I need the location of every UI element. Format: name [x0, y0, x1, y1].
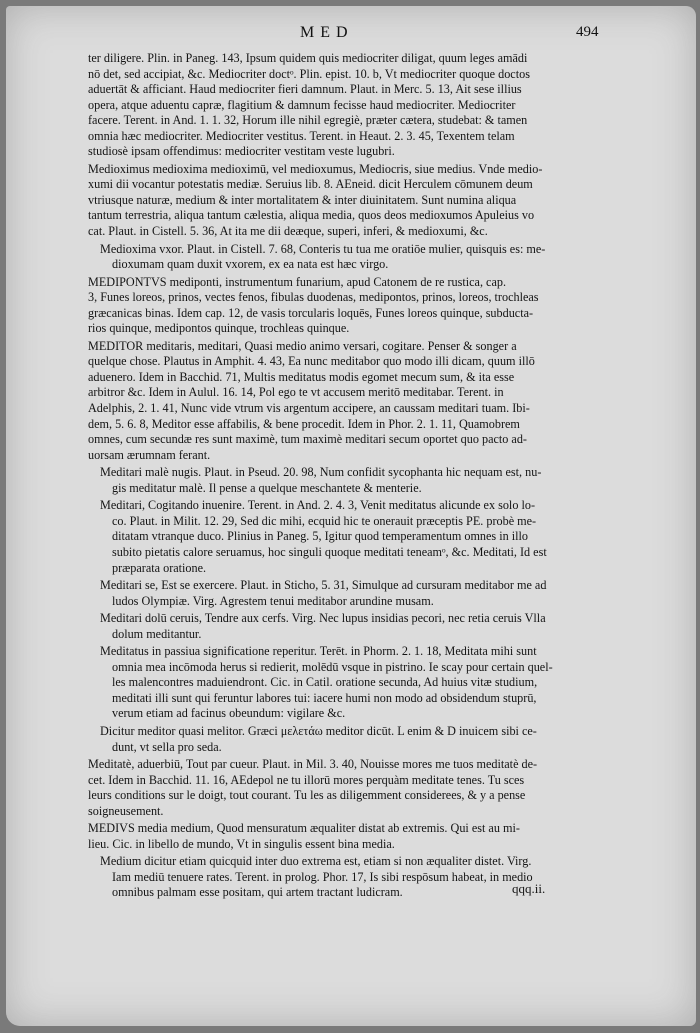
catchword: qqq.ii.: [512, 881, 546, 896]
dictionary-entry: [88, 51, 626, 160]
text-line: tantum terrestria, aliqua tantum cælestia, aliqua media, quos deos medioxumos Apuleius vo: [88, 208, 535, 223]
text-line: ter diligere. Plin. in Paneg. 143, Ipsum quidem quis mediocriter diligat, quum leges amādi: [88, 51, 528, 65]
text-line: meditati illi sunt qui feruntur labores tui: iacere humi non modo ad obsidendum stuprū,: [112, 690, 537, 705]
headword-entry: [88, 821, 626, 852]
text-line: arbitror &c. Idem in Aulul. 16. 14, Pol ego te vt accusem meritō meditabar. Terent. in: [88, 385, 504, 400]
dictionary-entry: [88, 465, 626, 496]
text-line: præparata oratione.: [112, 560, 207, 575]
dictionary-entry: [88, 644, 626, 722]
text-line: cat. Plaut. in Cistell. 5. 36, At ita me dii deæque, superi, inferi, & medioxumi, &c.: [88, 224, 488, 239]
text-line: ditatam vtranque duco. Plinius in Paneg. 5, Igitur quod temperamentum omnes in illo: [112, 529, 528, 544]
text-line: dolum meditantur.: [112, 626, 202, 641]
text-line: omnibus palmam esse positam, qui artem tractant ludicram.: [112, 885, 403, 900]
text-line: omnes, cum secundæ res sunt maximè, tum maximè meditari secum oportet quo pacto ad-: [88, 432, 527, 447]
text-line: Adelphis, 2. 1. 41, Nunc vide vtrum vis argentum accipere, an caussam meditari tuam. Ibi-: [88, 401, 530, 416]
text-line: opera, atque aduentu capræ, flagitium & damnum fecisse haud mediocriter. Mediocriter: [88, 97, 516, 112]
text-line: MEDIVS media medium, Quod mensuratum æqualiter distat ab extremis. Qui est au mi-: [88, 821, 520, 836]
text-line: dunt, vt sella pro seda.: [112, 739, 222, 754]
dictionary-text: [88, 49, 626, 901]
text-line: MEDITOR meditaris, meditari, Quasi medio animo versari, cogitare. Penser & songer a: [88, 338, 517, 353]
text-line: aduertāt & afficiant. Haud mediocriter fieri damnum. Plaut. in Merc. 5. 13, Ait sese illius: [88, 82, 522, 97]
text-line: cet. Idem in Bacchid. 11. 16, AEdepol ne tu illorū mores perquàm meditate tenes. Tu sces: [88, 772, 525, 787]
text-line: aduenero. Idem in Bacchid. 71, Multis meditatus modis egomet mecum sum, & ita esse: [88, 369, 515, 384]
headword-entry: [88, 339, 626, 463]
text-line: Dicitur meditor quasi melitor. Græci μελετάω meditor dicūt. L enim & D inuicem sibi ce-: [100, 723, 537, 738]
running-header: [0, 24, 700, 48]
text-line: quelque chose. Plautus in Amphit. 4. 43, Ea nunc meditabor quo modo illi dicam, quum illō: [88, 354, 535, 369]
dictionary-entry: [88, 724, 626, 755]
dictionary-entry: [88, 498, 626, 576]
text-line: 3, Funes loreos, prinos, vectes fenos, fibulas duodenas, medipontos, prinos, loreos, trochleas: [88, 290, 539, 305]
text-line: lieu. Cic. in libello de mundo, Vt in singulis essent bina media.: [88, 836, 395, 851]
text-line: MEDIPONTVS mediponti, instrumentum funarium, apud Catonem de re rustica, cap.: [88, 274, 507, 289]
text-line: ludos Olympiæ. Virg. Agrestem tenui meditabor arundine musam.: [112, 593, 434, 608]
text-line: studiosè ipsam offendimus: mediocriter vestitam veste lugubri.: [88, 144, 395, 159]
text-line: les malencontres maduiendront. Cic. in Catil. oratione secunda, Ad huius vitæ studium,: [112, 675, 538, 690]
text-line: uorsam ærumnam ferant.: [88, 447, 211, 462]
text-line: omnia hæc mediocriter. Mediocriter vestitus. Terent. in Heaut. 2. 3. 45, Texentem telam: [88, 128, 515, 143]
running-title: MED: [300, 24, 354, 41]
headword-entry: [88, 275, 626, 337]
text-line: leurs conditions sur le doigt, tout courant. Tu les as diligemment considerees, & y a pense: [88, 788, 526, 803]
text-line: verum etiam ad facinus obeundum: vigilare &c.: [112, 706, 346, 721]
text-line: omnia mea incōmoda herus si redierit, molēdū vsque in pistrino. Ie scay pour certain quel-: [112, 659, 553, 674]
text-line: dioxumam quam duxit vxorem, ex ea nata est hæc virgo.: [112, 257, 389, 272]
text-line: græcanicas binas. Idem cap. 12, de vasis torcularis loquēs, Funes loreos quinque, subducta-: [88, 305, 534, 320]
text-line: Medium dicitur etiam quicquid inter duo extrema est, etiam si non æqualiter distet. Virg.: [100, 854, 532, 869]
dictionary-entry: [88, 162, 626, 240]
text-line: Medioxima vxor. Plaut. in Cistell. 7. 68, Conteris tu tua me oratiōe mulier, quisquis es: me-: [100, 241, 546, 256]
text-line: dem, 5. 6. 8, Meditor esse affabilis, & bene procedit. Idem in Phor. 2. 1. 11, Quamobrem: [88, 416, 520, 431]
text-line: Meditari dolū ceruis, Tendre aux cerfs. Virg. Nec lupus insidias pecori, nec retia ceruis Vlla: [100, 611, 546, 626]
dictionary-entry: [88, 757, 626, 819]
text-line: Meditatus in passiua significatione reperitur. Terēt. in Phorm. 2. 1. 18, Meditata mihi sunt: [100, 644, 537, 659]
text-line: Meditari se, Est se exercere. Plaut. in Sticho, 5. 31, Simulque ad cursuram meditabor me ad: [100, 578, 547, 593]
dictionary-entry: [88, 578, 626, 609]
text-line: Iam mediū tenuere rates. Terent. in prolog. Phor. 17, Is sibi respōsum habeat, in medio: [112, 869, 533, 884]
dictionary-entry: [88, 611, 626, 642]
text-line: vtriusque naturæ, medium & inter mortalitatem & inter diuinitatem. Sunt numina aliqua: [88, 192, 517, 207]
text-line: subito pietatis calore seruamus, hoc singuli quoque meditati teneamᵒ, &c. Meditati, Id est: [112, 544, 547, 559]
text-line: nō det, sed accipiat, &c. Mediocriter doctᵒ. Plin. epist. 10. b, Vt mediocriter quoque doctos: [88, 66, 530, 81]
text-line: Medioximus medioxima medioximū, vel medioxumus, Mediocris, siue medius. Vnde medio-: [88, 161, 543, 176]
text-line: rios quinque, medipontos quinque, trochleas quinque.: [88, 321, 350, 336]
text-line: facere. Terent. in And. 1. 1. 32, Horum ille nihil egregiè, præter cætera, studebat: & tamen: [88, 113, 528, 128]
dictionary-entry: [88, 242, 626, 273]
text-line: co. Plaut. in Milit. 12. 29, Sed dic mihi, ecquid hic te onerauit præceptis PE. probè me-: [112, 513, 537, 528]
text-line: Meditari, Cogitando inuenire. Terent. in And. 2. 4. 3, Venit meditatus alicunde ex solo lo-: [100, 498, 535, 513]
text-line: gis meditatur malè. Il pense a quelque meschantete & menterie.: [112, 480, 422, 495]
text-line: xumi dii vocantur potestatis mediæ. Seruius lib. 8. AEneid. dicit Herculem cōmunem deum: [88, 177, 533, 192]
text-line: Meditatè, aduerbiū, Tout par cueur. Plaut. in Mil. 3. 40, Nouisse mores me tuos meditatè de-: [88, 757, 538, 772]
text-line: soigneusement.: [88, 803, 164, 818]
dictionary-entry: [88, 854, 626, 901]
page-number: 494: [576, 24, 599, 40]
text-line: Meditari malè nugis. Plaut. in Pseud. 20. 98, Num confidit sycophanta hic nequam est, nu-: [100, 465, 542, 480]
